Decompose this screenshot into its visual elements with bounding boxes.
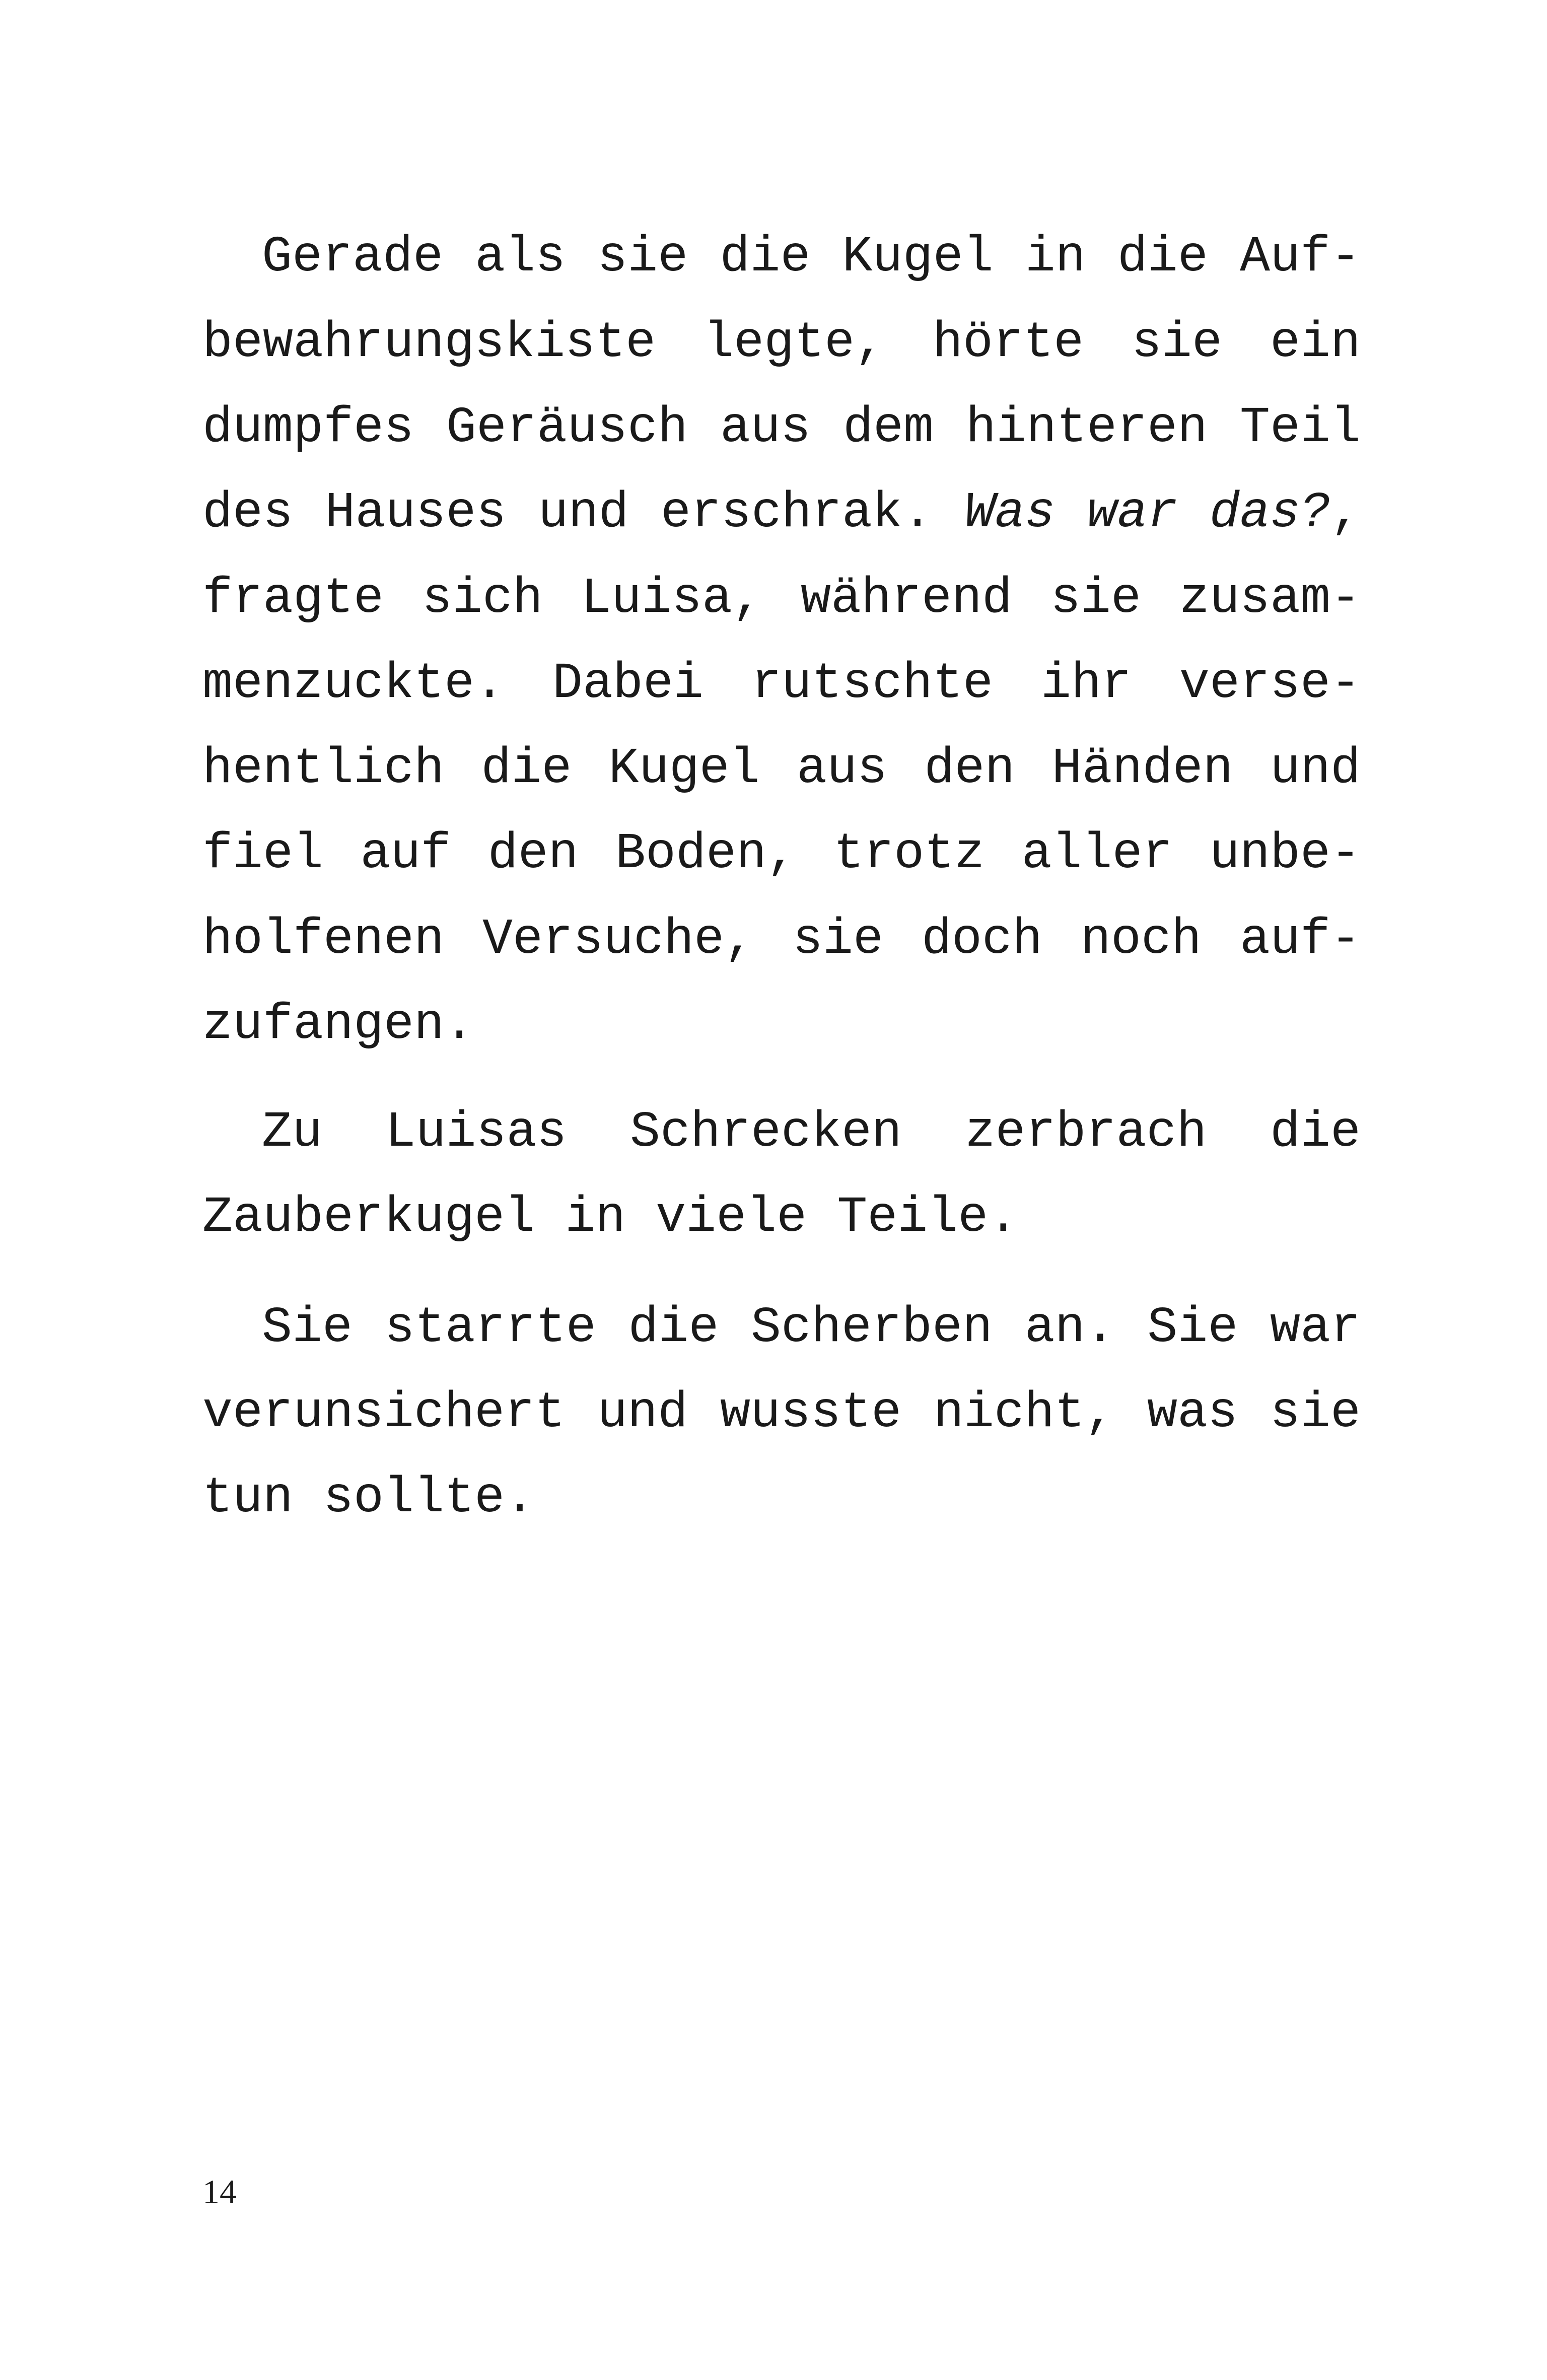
paragraph-1-line-6: menzuckte. Dabei rutschte ihr verse- [202,656,1361,713]
paragraph-1-line-2: bewahrungskiste legte, hörte sie ein [202,315,1361,372]
paragraph-1-line-3: dumpfes Geräusch aus dem hinteren Teil [202,400,1361,457]
paragraph-1-line-4 [202,485,1361,574]
paragraph-3-line-3: tun sollte. [202,1470,535,1527]
paragraph-1-line-10: zufangen. [202,997,475,1054]
italic-question: Was war das? [964,485,1330,542]
paragraph-1-line-1: Gerade als sie die Kugel in die Auf- [262,229,1361,286]
page-number: 14 [202,2173,237,2211]
paragraph-1-line-5: fragte sich Luisa, während sie zusam- [202,571,1361,627]
paragraph-3-line-1: Sie starrte die Scherben an. Sie war [262,1300,1361,1357]
paragraph-1-line-8: fiel auf den Boden, trotz aller unbe- [202,826,1361,883]
line-text: des Hauses und erschrak. [202,485,965,542]
paragraph-1-line-9: holfenen Versuche, sie doch noch auf- [202,912,1361,968]
paragraph-2-line-1: Zu Luisas Schrecken zerbrach die [262,1104,1361,1161]
paragraph-3-line-2: verunsichert und wusste nicht, was sie [202,1385,1361,1442]
paragraph-2-line-2: Zauberkugel in viele Teile. [202,1189,1019,1246]
line-text: , [1330,485,1361,542]
paragraph-1-line-7: hentlich die Kugel aus den Händen und [202,741,1361,798]
